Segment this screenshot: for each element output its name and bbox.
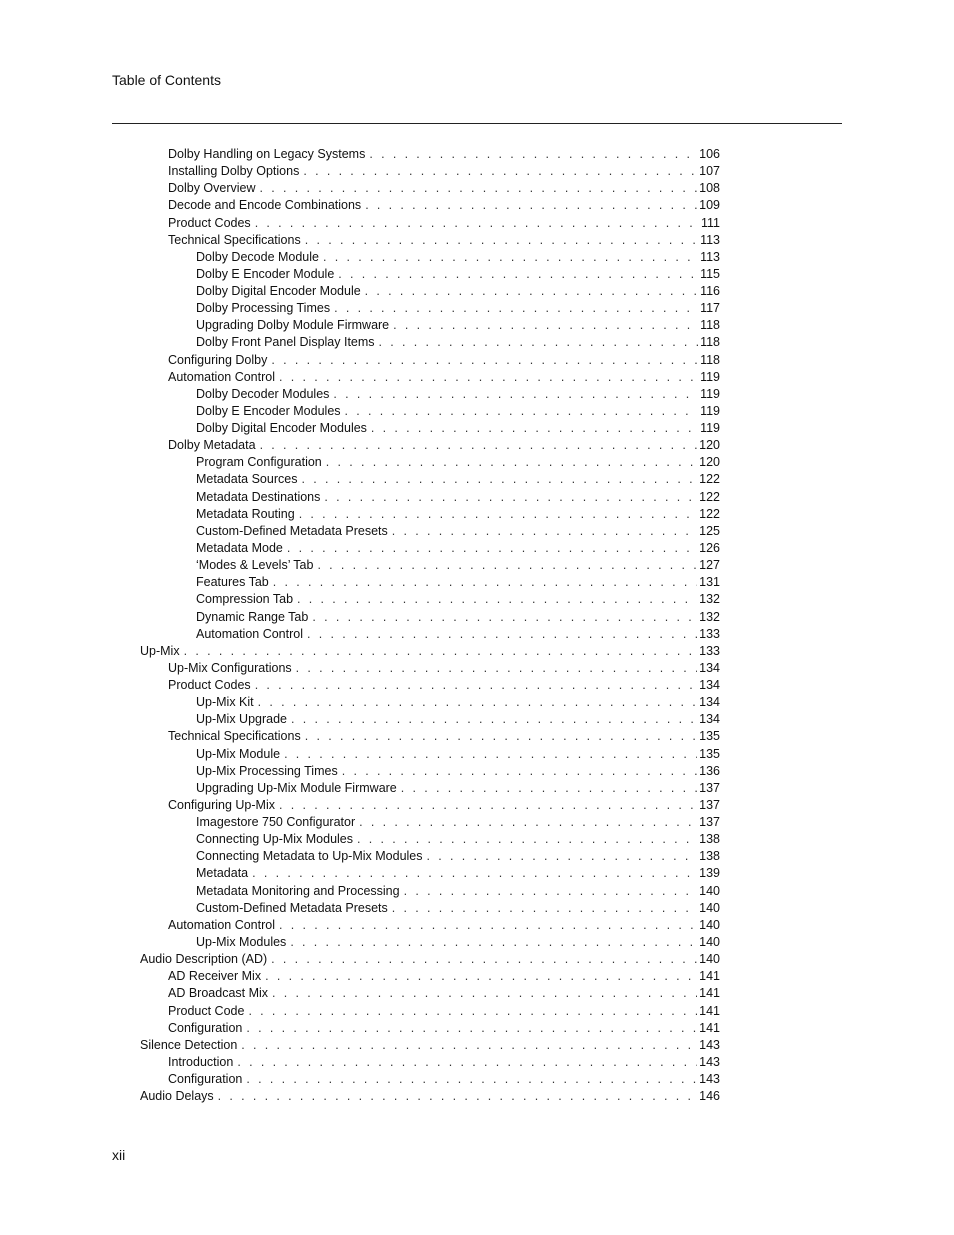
toc-entry-title: Dolby Digital Encoder Module bbox=[196, 284, 361, 299]
toc-dot-leader bbox=[345, 403, 699, 420]
toc-entry-title: Automation Control bbox=[168, 369, 276, 384]
toc-entry[interactable] bbox=[168, 163, 720, 180]
toc-entry-title: Configuring Up-Mix bbox=[168, 797, 275, 812]
toc-dot-leader bbox=[218, 1088, 697, 1105]
toc-entry[interactable] bbox=[168, 797, 720, 814]
toc-entry[interactable] bbox=[168, 197, 720, 214]
toc-entry-title: Custom-Defined Metadata Presets bbox=[196, 523, 388, 538]
toc-entry-title: AD Broadcast Mix bbox=[168, 986, 269, 1001]
toc-dot-leader bbox=[271, 951, 697, 968]
toc-entry-title: Connecting Metadata to Up-Mix Modules bbox=[196, 849, 423, 864]
toc-entry-page: 140 bbox=[699, 917, 720, 932]
toc-entry-page: 113 bbox=[700, 232, 720, 247]
toc-entry-page: 132 bbox=[699, 609, 720, 624]
toc-entry[interactable] bbox=[168, 1003, 720, 1020]
toc-entry-page: 133 bbox=[699, 643, 720, 658]
toc-entry[interactable] bbox=[168, 1020, 720, 1037]
toc-entry-page: 120 bbox=[699, 455, 720, 470]
toc-entry[interactable] bbox=[168, 146, 720, 163]
toc-entry-page: 131 bbox=[699, 575, 720, 590]
toc-entry-page: 118 bbox=[700, 335, 720, 350]
toc-entry[interactable] bbox=[196, 900, 720, 917]
toc-entry-title: Dolby Overview bbox=[168, 181, 256, 196]
toc-dot-leader bbox=[427, 848, 698, 865]
toc-dot-leader bbox=[404, 883, 698, 900]
toc-entry[interactable] bbox=[168, 180, 720, 197]
toc-entry-page: 134 bbox=[699, 660, 720, 675]
toc-entry-page: 127 bbox=[699, 558, 720, 573]
toc-entry-title: Metadata Routing bbox=[196, 506, 295, 521]
toc-entry-page: 133 bbox=[699, 626, 720, 641]
toc-entry[interactable] bbox=[196, 403, 720, 420]
toc-dot-leader bbox=[248, 1003, 697, 1020]
toc-entry-page: 122 bbox=[699, 472, 720, 487]
toc-entry[interactable] bbox=[196, 420, 720, 437]
toc-entry[interactable] bbox=[140, 1037, 720, 1054]
toc-entry-title: Up-Mix Module bbox=[196, 746, 281, 761]
page-header-title: Table of Contents bbox=[112, 72, 221, 88]
toc-entry-title: Features Tab bbox=[196, 575, 269, 590]
toc-dot-leader bbox=[338, 266, 698, 283]
toc-entry-title: AD Receiver Mix bbox=[168, 969, 262, 984]
toc-entry-page: 117 bbox=[700, 301, 720, 316]
toc-entry-title: Metadata Monitoring and Processing bbox=[196, 883, 400, 898]
toc-entry-page: 116 bbox=[700, 284, 720, 299]
toc-entry-page: 140 bbox=[699, 883, 720, 898]
toc-entry-title: Product Codes bbox=[168, 678, 251, 693]
toc-entry[interactable] bbox=[196, 523, 720, 540]
toc-dot-leader bbox=[184, 643, 698, 660]
toc-entry-page: 118 bbox=[700, 318, 720, 333]
toc-entry-page: 134 bbox=[699, 678, 720, 693]
toc-entry-page: 119 bbox=[700, 369, 720, 384]
toc-dot-leader bbox=[305, 232, 698, 249]
toc-entry[interactable] bbox=[196, 266, 720, 283]
toc-dot-leader bbox=[357, 831, 697, 848]
toc-entry[interactable] bbox=[168, 1071, 720, 1088]
toc-entry-page: 143 bbox=[699, 1054, 720, 1069]
toc-entry[interactable] bbox=[196, 249, 720, 266]
toc-entry[interactable] bbox=[140, 1088, 720, 1105]
toc-dot-leader bbox=[299, 506, 697, 523]
toc-dot-leader bbox=[260, 437, 698, 454]
toc-entry-title: Audio Description (AD) bbox=[140, 952, 268, 967]
toc-entry-title: Configuration bbox=[168, 1020, 243, 1035]
toc-dot-leader bbox=[291, 711, 697, 728]
toc-entry[interactable] bbox=[140, 951, 720, 968]
toc-dot-leader bbox=[323, 249, 698, 266]
toc-dot-leader bbox=[297, 591, 697, 608]
toc-entry-title: Technical Specifications bbox=[168, 729, 301, 744]
toc-entry-title: Metadata Destinations bbox=[196, 489, 321, 504]
toc-entry[interactable] bbox=[196, 934, 720, 951]
toc-entry-page: 136 bbox=[699, 763, 720, 778]
toc-entry-title: Up-Mix Upgrade bbox=[196, 712, 288, 727]
toc-dot-leader bbox=[290, 934, 697, 951]
toc-entry-title: Up-Mix Processing Times bbox=[196, 763, 338, 778]
toc-entry-page: 109 bbox=[699, 198, 720, 213]
toc-entry[interactable] bbox=[196, 609, 720, 626]
toc-entry[interactable] bbox=[196, 711, 720, 728]
toc-entry-title: Technical Specifications bbox=[168, 232, 301, 247]
toc-entry-page: 138 bbox=[699, 832, 720, 847]
toc-entry-title: Upgrading Up-Mix Module Firmware bbox=[196, 780, 397, 795]
toc-entry-title: Metadata bbox=[196, 866, 249, 881]
toc-dot-leader bbox=[303, 163, 697, 180]
toc-entry[interactable] bbox=[196, 540, 720, 557]
toc-dot-leader bbox=[246, 1020, 697, 1037]
toc-entry-page: 119 bbox=[700, 386, 720, 401]
toc-entry[interactable] bbox=[168, 917, 720, 934]
toc-dot-leader bbox=[379, 334, 699, 351]
toc-entry-title: Metadata Mode bbox=[196, 540, 283, 555]
toc-entry-title: Up-Mix Configurations bbox=[168, 660, 292, 675]
toc-entry-title: Configuring Dolby bbox=[168, 352, 268, 367]
toc-entry[interactable] bbox=[196, 334, 720, 351]
toc-dot-leader bbox=[279, 917, 697, 934]
toc-dot-leader bbox=[272, 985, 697, 1002]
toc-dot-leader bbox=[255, 215, 699, 232]
toc-dot-leader bbox=[305, 728, 697, 745]
toc-dot-leader bbox=[333, 386, 698, 403]
toc-entry[interactable] bbox=[140, 643, 720, 660]
toc-entry-page: 140 bbox=[699, 934, 720, 949]
toc-dot-leader bbox=[237, 1054, 697, 1071]
toc-entry[interactable] bbox=[196, 300, 720, 317]
toc-entry-page: 132 bbox=[699, 592, 720, 607]
toc-entry-page: 108 bbox=[699, 181, 720, 196]
toc-dot-leader bbox=[392, 900, 697, 917]
toc-entry-page: 126 bbox=[699, 540, 720, 555]
toc-entry[interactable] bbox=[196, 574, 720, 591]
toc-entry[interactable] bbox=[196, 454, 720, 471]
toc-entry-title: Dolby Digital Encoder Modules bbox=[196, 421, 367, 436]
toc-entry-page: 122 bbox=[699, 489, 720, 504]
toc-dot-leader bbox=[301, 471, 697, 488]
toc-entry-page: 125 bbox=[699, 523, 720, 538]
toc-entry-title: Automation Control bbox=[168, 917, 276, 932]
toc-entry[interactable] bbox=[196, 831, 720, 848]
toc-entry-page: 134 bbox=[699, 695, 720, 710]
toc-entry-title: Decode and Encode Combinations bbox=[168, 198, 362, 213]
toc-dot-leader bbox=[317, 557, 697, 574]
toc-entry[interactable] bbox=[196, 489, 720, 506]
toc-entry-page: 141 bbox=[699, 969, 720, 984]
toc-entry-title: Installing Dolby Options bbox=[168, 164, 300, 179]
toc-entry[interactable] bbox=[196, 506, 720, 523]
toc-entry-title: Dolby Front Panel Display Items bbox=[196, 335, 375, 350]
toc-entry-page: 137 bbox=[699, 780, 720, 795]
toc-dot-leader bbox=[279, 797, 697, 814]
toc-entry-title: Upgrading Dolby Module Firmware bbox=[196, 318, 390, 333]
toc-entry[interactable] bbox=[168, 677, 720, 694]
toc-dot-leader bbox=[260, 180, 698, 197]
toc-entry[interactable] bbox=[196, 557, 720, 574]
toc-dot-leader bbox=[365, 197, 697, 214]
toc-dot-leader bbox=[359, 814, 697, 831]
toc-entry-title: Automation Control bbox=[196, 626, 304, 641]
toc-entry[interactable] bbox=[196, 386, 720, 403]
toc-entry-title: Up-Mix bbox=[140, 643, 180, 658]
toc-dot-leader bbox=[255, 677, 697, 694]
toc-entry[interactable] bbox=[168, 660, 720, 677]
toc-entry-page: 135 bbox=[699, 746, 720, 761]
toc-entry[interactable] bbox=[168, 437, 720, 454]
toc-entry-title: Silence Detection bbox=[140, 1037, 238, 1052]
toc-entry[interactable] bbox=[168, 968, 720, 985]
toc-dot-leader bbox=[401, 780, 697, 797]
toc-entry-page: 137 bbox=[699, 797, 720, 812]
toc-entry[interactable] bbox=[196, 471, 720, 488]
toc-entry-page: 118 bbox=[700, 352, 720, 367]
toc-dot-leader bbox=[365, 283, 698, 300]
toc-dot-leader bbox=[287, 540, 697, 557]
toc-entry-page: 141 bbox=[699, 986, 720, 1001]
toc-dot-leader bbox=[252, 865, 697, 882]
toc-entry-title: Custom-Defined Metadata Presets bbox=[196, 900, 388, 915]
toc-entry-page: 122 bbox=[699, 506, 720, 521]
toc-dot-leader bbox=[393, 317, 698, 334]
toc-entry[interactable] bbox=[168, 352, 720, 369]
toc-dot-leader bbox=[241, 1037, 697, 1054]
toc-entry-title: ‘Modes & Levels’ Tab bbox=[196, 558, 314, 573]
toc-dot-leader bbox=[258, 694, 697, 711]
toc-entry-page: 140 bbox=[699, 900, 720, 915]
toc-entry-title: Dolby Metadata bbox=[168, 438, 256, 453]
toc-dot-leader bbox=[342, 763, 697, 780]
toc-entry-title: Introduction bbox=[168, 1054, 234, 1069]
toc-entry-title: Dolby Decoder Modules bbox=[196, 386, 330, 401]
toc-entry[interactable] bbox=[196, 746, 720, 763]
toc-entry[interactable] bbox=[196, 865, 720, 882]
toc-entry-page: 141 bbox=[699, 1020, 720, 1035]
toc-dot-leader bbox=[392, 523, 697, 540]
toc-dot-leader bbox=[284, 746, 697, 763]
toc-entry[interactable] bbox=[168, 215, 720, 232]
page-number: xii bbox=[112, 1147, 126, 1163]
toc-dot-leader bbox=[271, 352, 698, 369]
toc-dot-leader bbox=[273, 574, 697, 591]
toc-entry-page: 135 bbox=[699, 729, 720, 744]
toc-entry-page: 138 bbox=[699, 849, 720, 864]
toc-entry-page: 137 bbox=[699, 815, 720, 830]
toc-entry[interactable] bbox=[196, 763, 720, 780]
toc-entry[interactable] bbox=[196, 283, 720, 300]
toc-entry-title: Compression Tab bbox=[196, 592, 294, 607]
toc-entry[interactable] bbox=[168, 232, 720, 249]
toc-entry-title: Dolby Processing Times bbox=[196, 301, 331, 316]
header-divider bbox=[112, 123, 842, 124]
toc-entry-page: 107 bbox=[699, 164, 720, 179]
toc-dot-leader bbox=[369, 146, 697, 163]
toc-entry[interactable] bbox=[168, 985, 720, 1002]
toc-entry-title: Program Configuration bbox=[196, 455, 322, 470]
toc-entry-title: Dolby Handling on Legacy Systems bbox=[168, 147, 366, 161]
toc-entry-page: 134 bbox=[699, 712, 720, 727]
toc-entry-page: 119 bbox=[700, 421, 720, 436]
toc-entry-title: Up-Mix Kit bbox=[196, 695, 254, 710]
toc-entry[interactable] bbox=[196, 626, 720, 643]
toc-entry[interactable] bbox=[196, 694, 720, 711]
toc-entry-page: 143 bbox=[699, 1072, 720, 1087]
toc-dot-leader bbox=[265, 968, 697, 985]
toc-entry-page: 119 bbox=[700, 403, 720, 418]
toc-entry-title: Product Codes bbox=[168, 215, 251, 230]
toc-dot-leader bbox=[296, 660, 697, 677]
toc-entry-page: 146 bbox=[699, 1089, 720, 1104]
toc-entry-page: 120 bbox=[699, 438, 720, 453]
toc-entry[interactable] bbox=[196, 848, 720, 865]
toc-entry-title: Dolby Decode Module bbox=[196, 249, 319, 264]
toc-entry-title: Up-Mix Modules bbox=[196, 934, 287, 949]
toc-entry-title: Metadata Sources bbox=[196, 472, 298, 487]
toc-entry-title: Audio Delays bbox=[140, 1089, 214, 1104]
toc-entry-title: Connecting Up-Mix Modules bbox=[196, 832, 354, 847]
toc-entry-title: Dolby E Encoder Module bbox=[196, 266, 335, 281]
toc-entry-page: 140 bbox=[699, 952, 720, 967]
toc-entry-title: Dolby E Encoder Modules bbox=[196, 403, 341, 418]
toc-dot-leader bbox=[324, 489, 697, 506]
toc-entry-title: Configuration bbox=[168, 1072, 243, 1087]
toc-dot-leader bbox=[326, 454, 697, 471]
toc-entry-title: Product Code bbox=[168, 1003, 245, 1018]
toc-entry-page: 113 bbox=[700, 249, 720, 264]
toc-entry-title: Imagestore 750 Configurator bbox=[196, 815, 356, 830]
toc-entry-page: 141 bbox=[699, 1003, 720, 1018]
toc-entry[interactable] bbox=[196, 591, 720, 608]
toc-entry-page: 115 bbox=[700, 266, 720, 281]
toc-entry[interactable] bbox=[196, 780, 720, 797]
toc-dot-leader bbox=[307, 626, 697, 643]
toc-dot-leader bbox=[312, 609, 697, 626]
toc-entry-title: Dynamic Range Tab bbox=[196, 609, 309, 624]
toc-dot-leader bbox=[279, 369, 698, 386]
toc-entry[interactable] bbox=[196, 317, 720, 334]
toc-entry[interactable] bbox=[168, 728, 720, 745]
toc-entry[interactable] bbox=[168, 369, 720, 386]
toc-entry-page: 111 bbox=[700, 215, 720, 230]
toc-entry-page: 143 bbox=[699, 1037, 720, 1052]
toc-entry-page: 139 bbox=[699, 866, 720, 881]
toc-entry[interactable] bbox=[168, 1054, 720, 1071]
toc-dot-leader bbox=[371, 420, 698, 437]
toc-dot-leader bbox=[334, 300, 698, 317]
toc-entry[interactable] bbox=[196, 814, 720, 831]
toc-entry-page: 106 bbox=[699, 147, 720, 161]
toc-dot-leader bbox=[246, 1071, 697, 1088]
toc-entry[interactable] bbox=[196, 883, 720, 900]
